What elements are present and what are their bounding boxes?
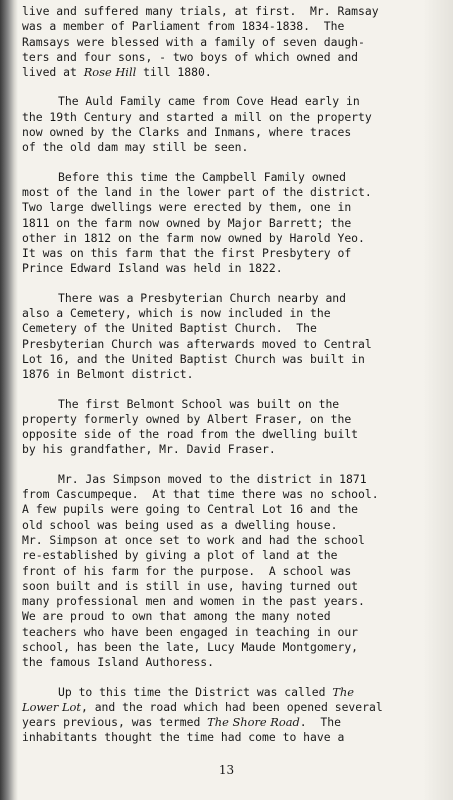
- text-run: lived at: [22, 65, 84, 80]
- text-run: the 19th Century and started a mill on the property: [22, 109, 372, 124]
- text-line: [22, 609, 432, 624]
- text-run: Two large dwellings were erected by them, one in: [22, 200, 352, 215]
- italic-text-run: The Shore Road: [207, 715, 300, 730]
- text-run: . The: [299, 715, 341, 730]
- text-line: [22, 397, 432, 412]
- text-line: [22, 472, 432, 487]
- text-run: years previous, was termed: [22, 715, 208, 730]
- text-run: We are proud to own that among the many noted: [22, 609, 331, 624]
- text-run: Cemetery of the United Baptist Church. The: [22, 321, 317, 336]
- text-line: [22, 65, 432, 80]
- text-line: [22, 579, 432, 594]
- text-line: [22, 231, 432, 246]
- text-line: [22, 594, 432, 609]
- text-line: [22, 487, 432, 502]
- text-line: [22, 50, 432, 65]
- text-line: [22, 216, 432, 231]
- text-run: 1876 in Belmont district.: [22, 367, 194, 382]
- text-run: now owned by the Clarks and Inmans, where traces: [22, 125, 352, 140]
- text-line: [22, 306, 432, 321]
- paragraph: [22, 291, 432, 383]
- text-line: [22, 261, 432, 276]
- text-run: most of the land in the lower part of the district.: [22, 184, 372, 199]
- italic-text-run: Rose Hill: [83, 65, 137, 80]
- text-run: Up to this time the District was called: [58, 684, 333, 699]
- text-line: [22, 291, 432, 306]
- text-line: [22, 625, 432, 640]
- text-run: Ramsays were blessed with a family of seven daugh-: [22, 34, 365, 49]
- text-line: [22, 352, 432, 367]
- text-line: [22, 4, 432, 19]
- text-run: live and suffered many trials, at first. Mr. Ramsay: [22, 4, 379, 18]
- text-line: [22, 200, 432, 215]
- text-run: , and the road which had been opened several: [80, 699, 383, 714]
- text-run: of the old dam may still be seen.: [22, 140, 249, 155]
- text-line: [22, 367, 432, 382]
- text-run: A few pupils were going to Central Lot 16 and the: [22, 502, 359, 517]
- text-line: [22, 640, 432, 655]
- text-run: It was on this farm that the first Presbytery of: [22, 246, 352, 261]
- text-line: [22, 35, 432, 50]
- text-line: [22, 427, 432, 442]
- text-line: [22, 19, 432, 34]
- text-run: The first Belmont School was built on the: [58, 396, 340, 411]
- text-run: Prince Edward Island was held in 1822.: [22, 261, 283, 276]
- text-run: The Auld Family came from Cove Head early in: [58, 94, 360, 109]
- text-line: [22, 140, 432, 155]
- text-run: the famous Island Authoress.: [22, 655, 215, 670]
- text-run: school, has been the late, Lucy Maude Montgomery,: [22, 639, 359, 654]
- text-line: [22, 715, 432, 730]
- text-line: [22, 548, 432, 563]
- text-run: property formerly owned by Albert Fraser, on the: [22, 411, 352, 426]
- text-run: re-established by giving a plot of land at the: [22, 548, 338, 563]
- text-line: [22, 533, 432, 548]
- italic-text-run: Lower Lot: [22, 699, 81, 714]
- text-line: [22, 655, 432, 670]
- text-line: [22, 730, 432, 745]
- page-number: 13: [218, 763, 235, 777]
- text-line: [22, 337, 432, 352]
- text-line: [22, 685, 432, 700]
- text-run: Mr. Jas Simpson moved to the district in 1871: [58, 471, 367, 486]
- text-run: by his grandfather, Mr. David Fraser.: [22, 442, 276, 457]
- text-run: Before this time the Campbell Family owned: [58, 169, 347, 184]
- text-run: opposite side of the road from the dwelling built: [22, 427, 359, 442]
- text-line: [22, 185, 432, 200]
- text-run: Presbyterian Church was afterwards moved to Central: [22, 336, 372, 351]
- text-line: [22, 442, 432, 457]
- text-run: old school was being used as a dwelling house.: [22, 517, 338, 532]
- text-run: Mr. Simpson at once set to work and had the school: [22, 532, 365, 547]
- italic-text-run: The: [332, 684, 354, 699]
- text-run: was a member of Parliament from 1834-1838. The: [22, 19, 345, 34]
- text-run: also a Cemetery, which is now included in the: [22, 306, 331, 321]
- binding-shadow: [0, 0, 18, 800]
- paragraph: [22, 4, 432, 80]
- text-run: till 1880.: [136, 65, 212, 80]
- text-run: inhabitants thought the time had come to have a: [22, 730, 345, 745]
- body-text: [22, 4, 432, 760]
- text-run: many professional men and women in the past years.: [22, 594, 365, 609]
- text-line: [22, 321, 432, 336]
- text-line: [22, 518, 432, 533]
- text-run: teachers who have been engaged in teaching in our: [22, 624, 359, 639]
- text-run: Lot 16, and the United Baptist Church was built in: [22, 351, 365, 366]
- text-line: [22, 94, 432, 109]
- text-line: [22, 502, 432, 517]
- text-run: ters and four sons, - two boys of which owned and: [22, 49, 359, 64]
- text-run: There was a Presbyterian Church nearby and: [58, 290, 347, 305]
- text-line: [22, 700, 432, 715]
- text-run: soon built and is still in use, having turned out: [22, 578, 359, 593]
- paragraph: [22, 397, 432, 458]
- text-line: [22, 125, 432, 140]
- text-run: from Cascumpeque. At that time there was no school.: [22, 487, 379, 502]
- text-line: [22, 564, 432, 579]
- text-line: [22, 412, 432, 427]
- paragraph: [22, 94, 432, 155]
- paragraph: [22, 472, 432, 671]
- text-line: [22, 170, 432, 185]
- text-run: other in 1812 on the farm now owned by Harold Yeo.: [22, 230, 365, 245]
- paragraph: [22, 685, 432, 746]
- paragraph: [22, 170, 432, 277]
- text-line: [22, 246, 432, 261]
- text-run: 1811 on the farm now owned by Major Barrett; the: [22, 215, 352, 230]
- text-line: [22, 110, 432, 125]
- text-run: front of his farm for the purpose. A school was: [22, 563, 352, 578]
